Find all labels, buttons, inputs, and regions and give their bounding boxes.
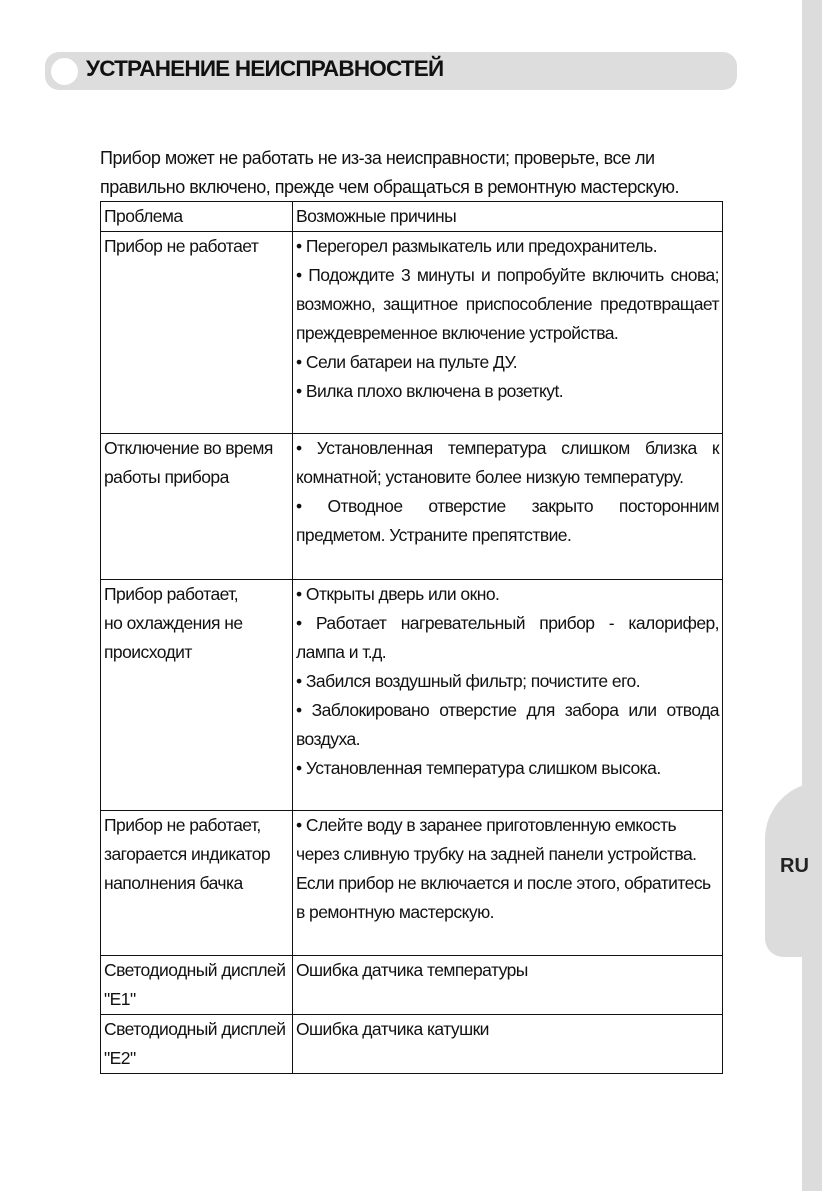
causes-cell (293, 1015, 723, 1074)
cause-line: • Слейте воду в заранее приготовленную емкость (296, 815, 677, 835)
language-label: RU (780, 855, 809, 877)
table-row (101, 1015, 723, 1074)
problem-line: загорается индикатор (104, 844, 271, 864)
problem-line: Прибор работает, (104, 584, 239, 604)
page-side-strip (802, 0, 822, 1191)
problem-line: Отключение во время (104, 438, 273, 458)
cause-line: Если прибор не включается и после этого, обратитесь (296, 873, 711, 893)
cause-line: Ошибка датчика катушки (296, 1019, 489, 1039)
causes-cell (293, 232, 723, 434)
table-header-row (101, 202, 723, 232)
problem-cell (101, 434, 293, 580)
problem-cell (101, 956, 293, 1015)
problem-cell (101, 811, 293, 956)
causes-cell (293, 811, 723, 956)
problem-line: "E2" (104, 1048, 136, 1068)
cause-line: преждевременное включение устройства. (296, 323, 619, 343)
cause-line: комнатной; установите более низкую температуру. (296, 467, 684, 487)
problem-line: "E1" (104, 989, 136, 1009)
cause-line: через сливную трубку на задней панели устройства. (296, 844, 697, 864)
cause-line: • Отводное отверстие закрыто посторонним (296, 496, 719, 516)
problem-line: Светодиодный дисплей (104, 1019, 286, 1039)
table-row (101, 811, 723, 956)
problem-cell (101, 232, 293, 434)
intro-paragraph (100, 144, 730, 202)
table-row (101, 232, 723, 434)
cause-line: • Сели батареи на пульте ДУ. (296, 352, 518, 372)
problem-line: Прибор не работает, (104, 815, 261, 835)
cause-line: • Установленная температура слишком высока. (296, 758, 661, 778)
section-title: УСТРАНЕНИЕ НЕИСПРАВНОСТЕЙ (86, 56, 444, 81)
cause-line: в ремонтную мастерскую. (296, 902, 494, 922)
causes-cell (293, 956, 723, 1015)
problem-line: работы прибора (104, 467, 229, 487)
problem-line: происходит (104, 642, 192, 662)
cause-line: лампа и т.д. (296, 642, 387, 662)
cause-line: предметом. Устраните препятствие. (296, 525, 572, 545)
cause-line: • Подождите 3 минуты и попробуйте включить снова; (296, 265, 719, 285)
problem-line: Светодиодный дисплей (104, 960, 286, 980)
problem-line: но охлаждения не (104, 613, 243, 633)
problem-cell (101, 1015, 293, 1074)
causes-cell (293, 580, 723, 811)
cause-line: возможно, защитное приспособление предотвращает (296, 294, 719, 314)
problem-line: Прибор не работает (104, 236, 259, 256)
cause-line: Ошибка датчика температуры (296, 960, 528, 980)
cause-line: • Работает нагревательный прибор - калорифер, (296, 613, 719, 633)
header-circle-icon (51, 58, 78, 85)
header-causes: Возможные причины (293, 202, 723, 232)
cause-line: • Открыты дверь или окно. (296, 584, 500, 604)
cause-line: воздуха. (296, 729, 360, 749)
cause-line: • Заблокировано отверстие для забора или отвода (296, 700, 719, 720)
problem-line: наполнения бачка (104, 873, 243, 893)
cause-line: • Перегорел размыкатель или предохранитель. (296, 236, 658, 256)
causes-cell (293, 434, 723, 580)
table-row (101, 580, 723, 811)
table-row (101, 434, 723, 580)
cause-line: • Вилка плохо включена в розеткуt. (296, 381, 564, 401)
table-row (101, 956, 723, 1015)
intro-line-2: правильно включено, прежде чем обращаться в ремонтную мастерскую. (100, 177, 679, 197)
header-problem: Проблема (101, 202, 293, 232)
troubleshooting-table (100, 201, 723, 1074)
problem-cell (101, 580, 293, 811)
intro-line-1: Прибор может не работать не из-за неисправности; проверьте, все ли (100, 148, 655, 168)
cause-line: • Забился воздушный фильтр; почистите его. (296, 671, 641, 691)
cause-line: • Установленная температура слишком близка к (296, 438, 719, 458)
